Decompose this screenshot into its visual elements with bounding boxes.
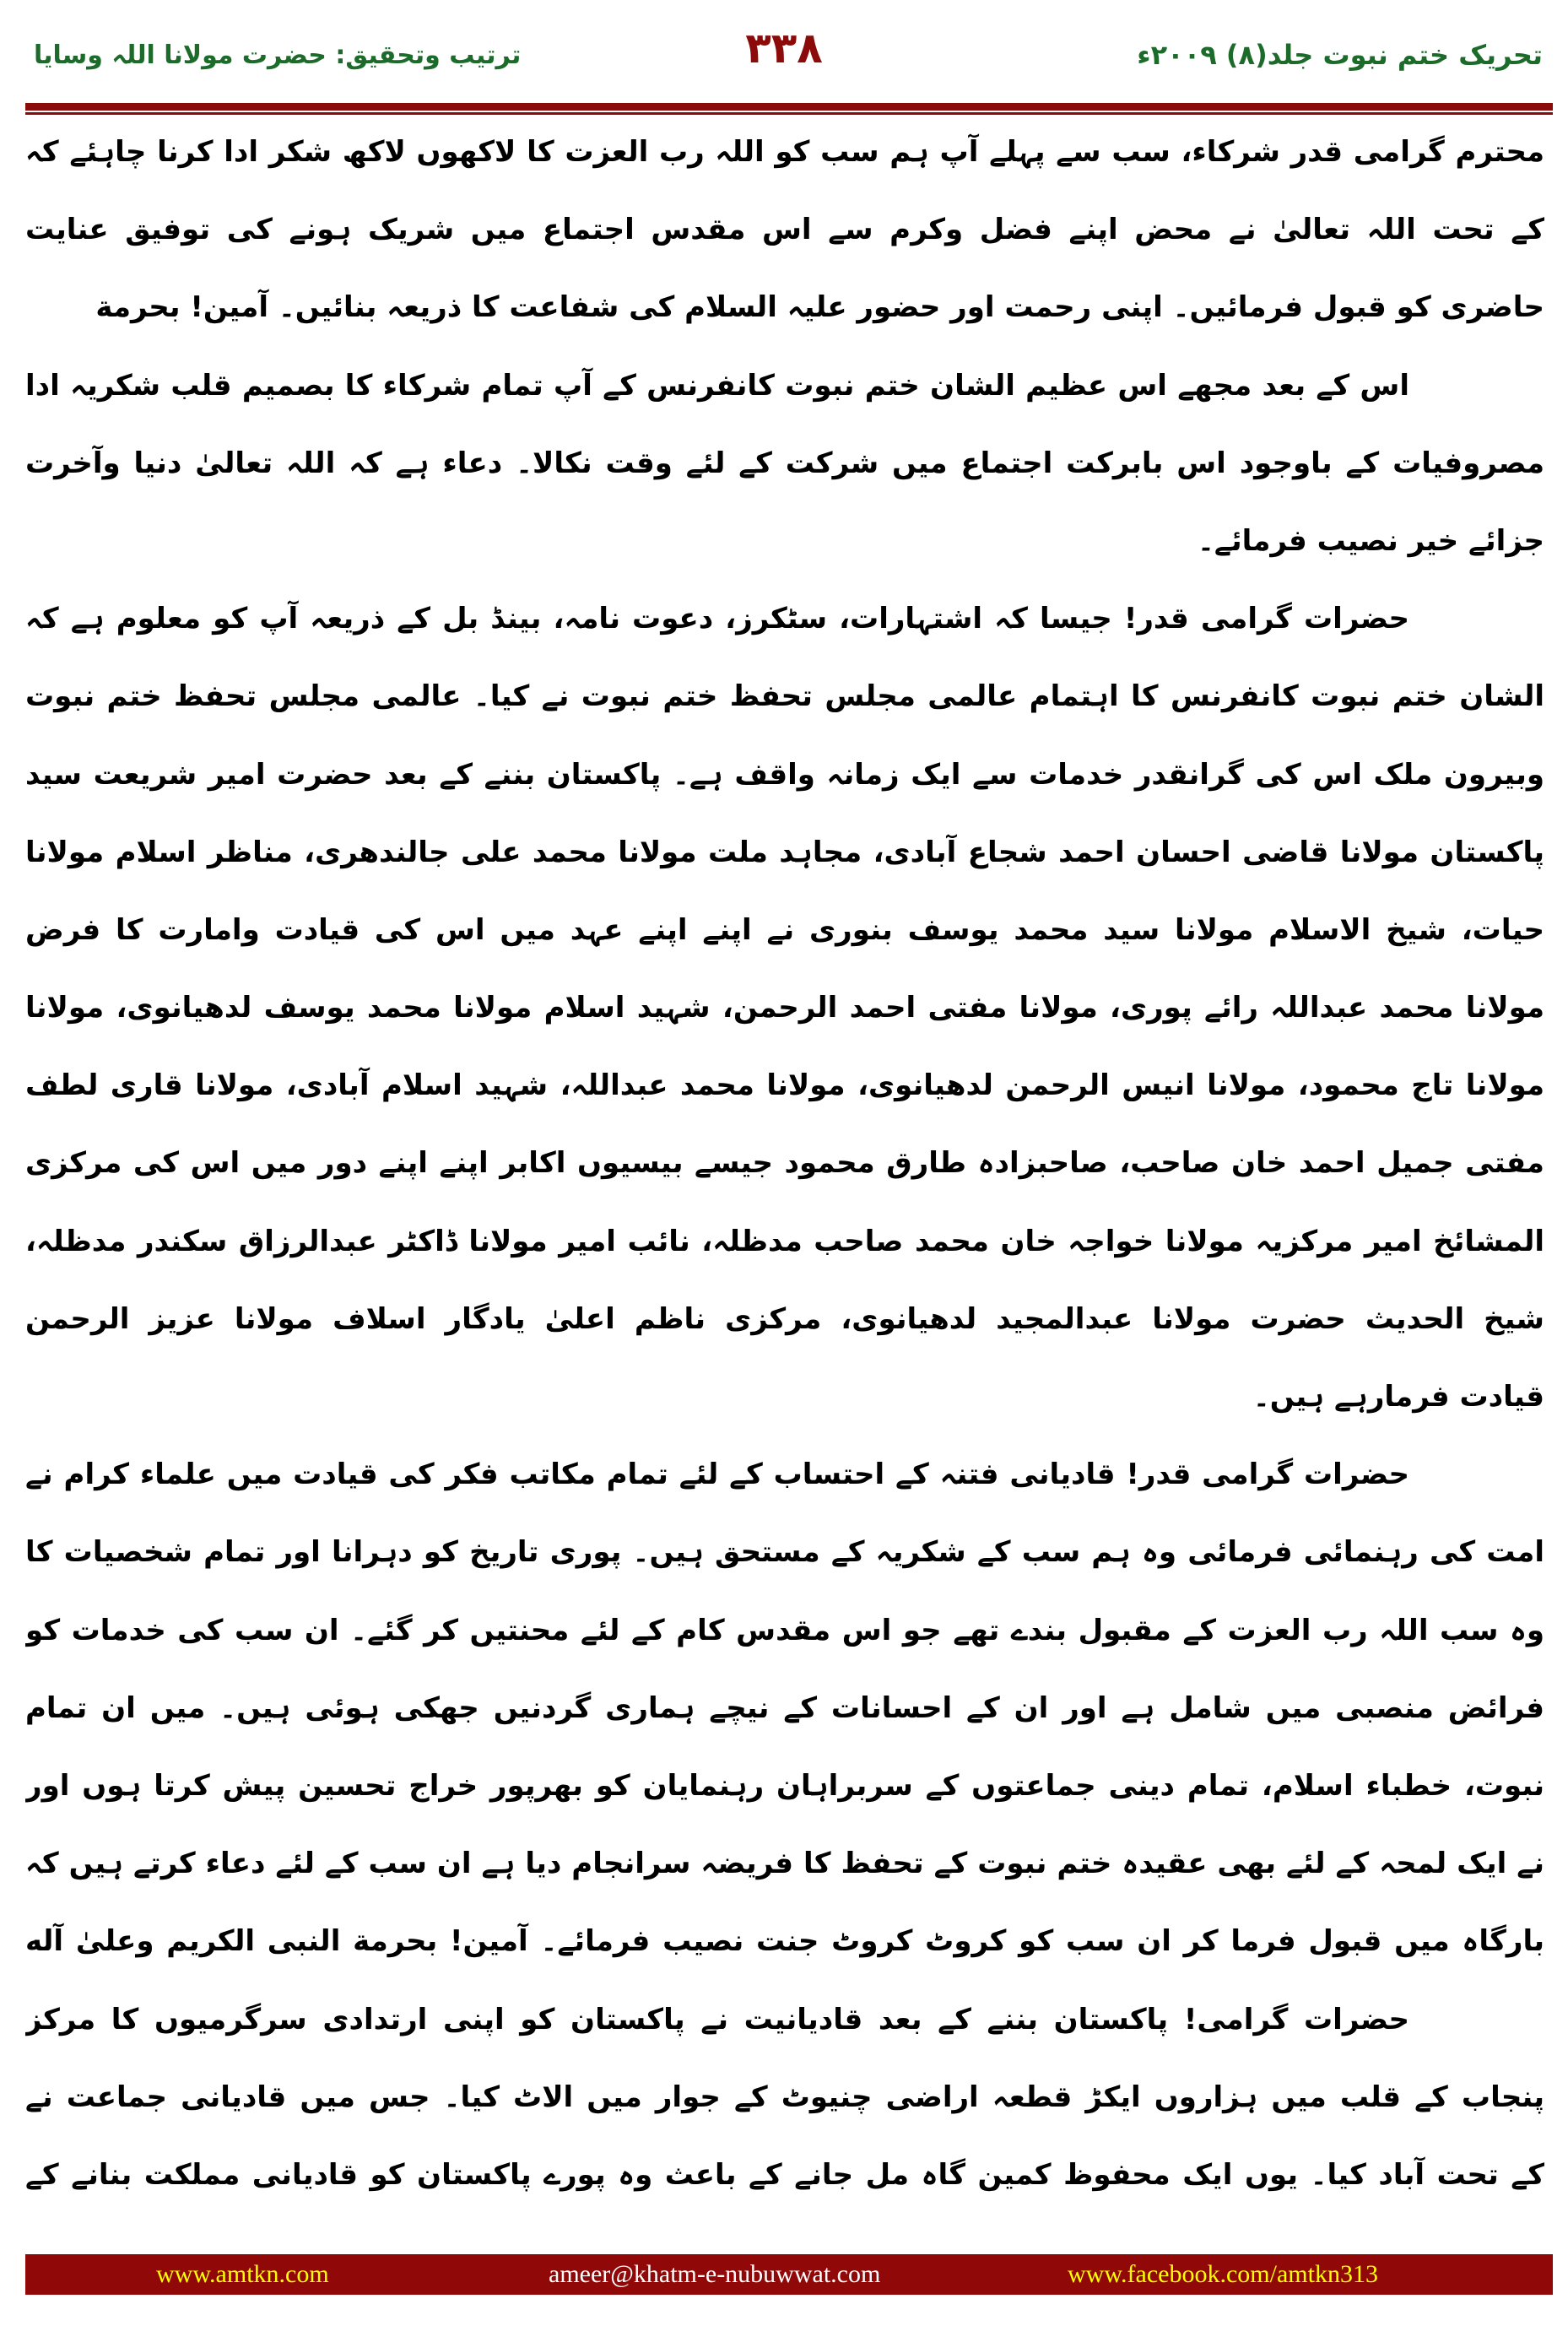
text-line: کے تحت اللہ تعالیٰ نے محض اپنے فضل وکرم سے اس مقدس اجتماع میں شریک ہونے کی توفیق عنایت bbox=[25, 213, 1544, 247]
website-link[interactable]: www.amtkn.com bbox=[156, 2260, 329, 2288]
page-body bbox=[25, 113, 1544, 2214]
header-rule-thick bbox=[25, 103, 1553, 111]
book-title: تحریک ختم نبوت جلد(۸) ۲۰۰۹ء bbox=[1137, 39, 1543, 71]
text-line: قیادت فرمارہے ہیں۔ bbox=[1252, 1380, 1544, 1414]
text-line: جزائے خیر نصیب فرمائے۔ bbox=[1197, 523, 1544, 558]
text-line: حضرات گرامی! پاکستان بننے کے بعد قادیانیت نے پاکستان کو اپنی ارتدادی سرگرمیوں کا مرکز bbox=[25, 2002, 1409, 2036]
email-link[interactable]: ameer@khatm-e-nubuwwat.com bbox=[549, 2260, 881, 2288]
text-line: فرائض منصبی میں شامل ہے اور ان کے احسانات کے نیچے ہماری گردنیں جھکی ہوئی ہیں۔ میں ان تمام bbox=[25, 1690, 1544, 1725]
text-line: حضرات گرامی قدر! جیسا کہ اشتہارات، سٹکرز، دعوت نامہ، بینڈ بل کے ذریعہ آپ کو معلوم ہے کہ bbox=[25, 602, 1409, 636]
text-line: شیخ الحدیث حضرت مولانا عبدالمجید لدھیانوی، مرکزی ناظم اعلیٰ یادگار اسلاف مولانا عزیز الرحمن bbox=[25, 1301, 1544, 1336]
text-line: مولانا تاج محمود، مولانا انیس الرحمن لدھیانوی، مولانا محمد عبداللہ، شہید اسلام آبادی، مولانا قاری لطف bbox=[25, 1068, 1544, 1103]
facebook-link[interactable]: www.facebook.com/amtkn313 bbox=[1068, 2260, 1378, 2288]
text-line: نبوت، خطباء اسلام، تمام دینی جماعتوں کے سربراہان رہنمایان کو بھرپور خراج تحسین پیش کرتا ہوں اور bbox=[25, 1768, 1544, 1803]
text-line: مولانا محمد عبداللہ رائے پوری، مولانا مفتی احمد الرحمن، شہید اسلام مولانا محمد یوسف لدھیانوی، مولانا bbox=[25, 991, 1544, 1025]
footer-bar bbox=[25, 2254, 1553, 2295]
compiler-credit: ترتیب وتحقیق: حضرت مولانا اللہ وسایا bbox=[34, 40, 522, 70]
text-line: بارگاہ میں قبول فرما کر ان سب کو کروٹ کروٹ جنت نصیب فرمائے۔ آمین! بحرمة النبی الکریم وعلیٰ آله bbox=[25, 1924, 1544, 1959]
text-line: وبیرون ملک اس کی گرانقدر خدمات سے ایک زمانہ واقف ہے۔ پاکستان بننے کے بعد حضرت امیر شریعت سید bbox=[25, 757, 1544, 792]
text-line: وہ سب اللہ رب العزت کے مقبول بندے تھے جو اس مقدس کام کے لئے محنتیں کر گئے۔ ان سب کی خدمات کو bbox=[25, 1613, 1544, 1647]
text-line: المشائخ امیر مرکزیہ مولانا خواجہ خان محمد صاحب مدظلہ، نائب امیر مولانا ڈاکٹر عبدالرزاق سکندر مدظلہ، bbox=[25, 1224, 1544, 1258]
page-number: ۳۳۸ bbox=[745, 24, 823, 73]
text-line: مصروفیات کے باوجود اس بابرکت اجتماع میں شرکت کے لئے وقت نکالا۔ دعاء ہے کہ اللہ تعالیٰ دنیا وآخرت bbox=[25, 446, 1544, 480]
text-line: الشان ختم نبوت کانفرنس کا اہتمام عالمی مجلس تحفظ ختم نبوت نے کیا۔ عالمی مجلس تحفظ ختم نبوت bbox=[25, 679, 1544, 714]
text-line: امت کی رہنمائی فرمائی وہ ہم سب کے شکریہ کے مستحق ہیں۔ پوری تاریخ کو دہرانا اور تمام شخصیات کا bbox=[25, 1535, 1544, 1570]
text-line: حیات، شیخ الاسلام مولانا سید محمد یوسف بنوری نے اپنے اپنے عہد میں اس کی قیادت وامارت کا فرض bbox=[25, 912, 1544, 947]
text-line: کے تحت آباد کیا۔ یوں ایک محفوظ کمین گاہ مل جانے کے باعث وہ پورے پاکستان کو قادیانی مملکت بنانے کے bbox=[25, 2157, 1544, 2192]
text-line: محترم گرامی قدر شرکاء، سب سے پہلے آپ ہم سب کو اللہ رب العزت کا لاکھوں لاکھ شکر ادا کرنا چاہئے کہ bbox=[25, 135, 1544, 169]
text-line: مفتی جمیل احمد خان صاحب، صاحبزادہ طارق محمود جیسے بیسیوں اکابر اپنے اپنے دور میں اس کی مرکزی bbox=[25, 1146, 1544, 1181]
text-line: نے ایک لمحہ کے لئے بھی عقیدہ ختم نبوت کے تحفظ کا فریضہ سرانجام دیا ہے ان سب کے لئے دعاء کرتے ہیں کہ bbox=[25, 1847, 1544, 1881]
text-line: حاضری کو قبول فرمائیں۔ اپنی رحمت اور حضور علیہ السلام کی شفاعت کا ذریعہ بنائیں۔ آمین! بحرمة bbox=[95, 290, 1544, 325]
text-line: پاکستان مولانا قاضی احسان احمد شجاع آبادی، مجاہد ملت مولانا محمد علی جالندھری، مناظر اسلام مولانا bbox=[25, 835, 1544, 869]
text-line: پنجاب کے قلب میں ہزاروں ایکڑ قطعہ اراضی چنیوٹ کے جوار میں الاٹ کیا۔ جس میں قادیانی جماعت نے bbox=[25, 2080, 1544, 2114]
text-line: حضرات گرامی قدر! قادیانی فتنہ کے احتساب کے لئے تمام مکاتب فکر کی قیادت میں علماء کرام نے bbox=[25, 1458, 1409, 1492]
text-line: اس کے بعد مجھے اس عظیم الشان ختم نبوت کانفرنس کے آپ تمام شرکاء کا بصمیم قلب شکریہ ادا bbox=[25, 368, 1409, 403]
